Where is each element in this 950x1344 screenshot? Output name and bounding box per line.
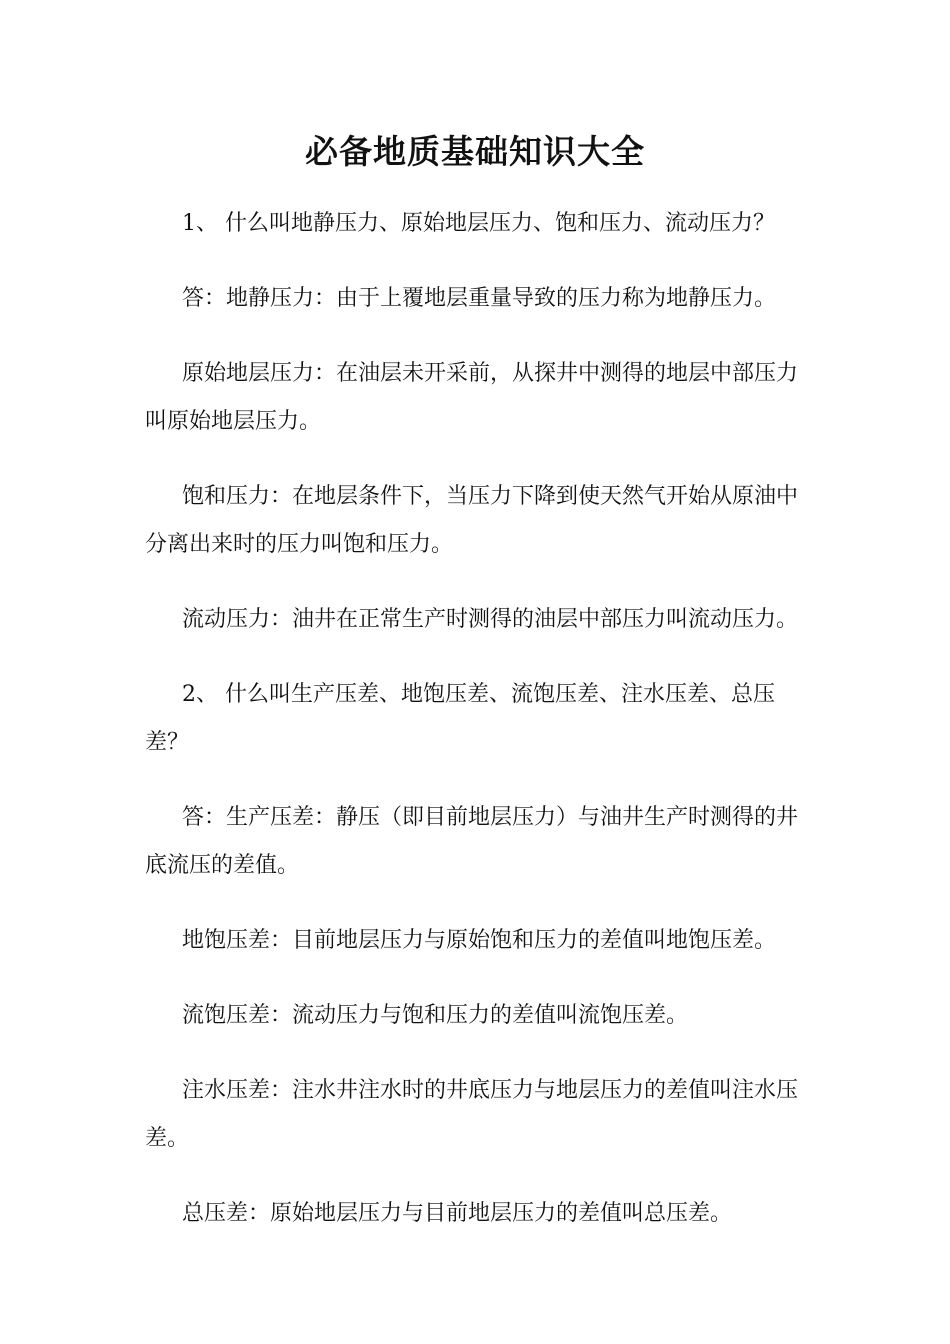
question-2: 2、 什么叫生产压差、地饱压差、流饱压差、注水压差、总压差？ [145,682,775,755]
answer-1-flowing-pressure: 流动压力：油井在正常生产时测得的油层中部压力叫流动压力。 [182,607,799,632]
document-body [145,200,805,1265]
document-title: 必备地质基础知识大全 [305,132,645,171]
answer-1-geostatic-pressure: 答：地静压力：由于上覆地层重量导致的压力称为地静压力。 [182,286,777,311]
question-1: 1、 什么叫地静压力、原始地层压力、饱和压力、流动压力？ [182,211,775,236]
answer-1-original-formation-pressure: 原始地层压力：在油层未开采前，从探井中测得的地层中部压力叫原始地层压力。 [145,361,799,434]
answer-2-production-differential: 答：生产压差：静压（即目前地层压力）与油井生产时测得的井底流压的差值。 [145,805,799,878]
answer-2-formation-saturation-differential: 地饱压差：目前地层压力与原始饱和压力的差值叫地饱压差。 [182,928,777,953]
answer-2-injection-differential: 注水压差：注水井注水时的井底压力与地层压力的差值叫注水压差。 [145,1078,799,1151]
answer-2-flow-saturation-differential: 流饱压差：流动压力与饱和压力的差值叫流饱压差。 [182,1003,689,1028]
answer-1-saturation-pressure: 饱和压力：在地层条件下，当压力下降到使天然气开始从原油中分离出来时的压力叫饱和压力。 [145,484,799,557]
answer-2-total-differential: 总压差：原始地层压力与目前地层压力的差值叫总压差。 [182,1201,733,1226]
